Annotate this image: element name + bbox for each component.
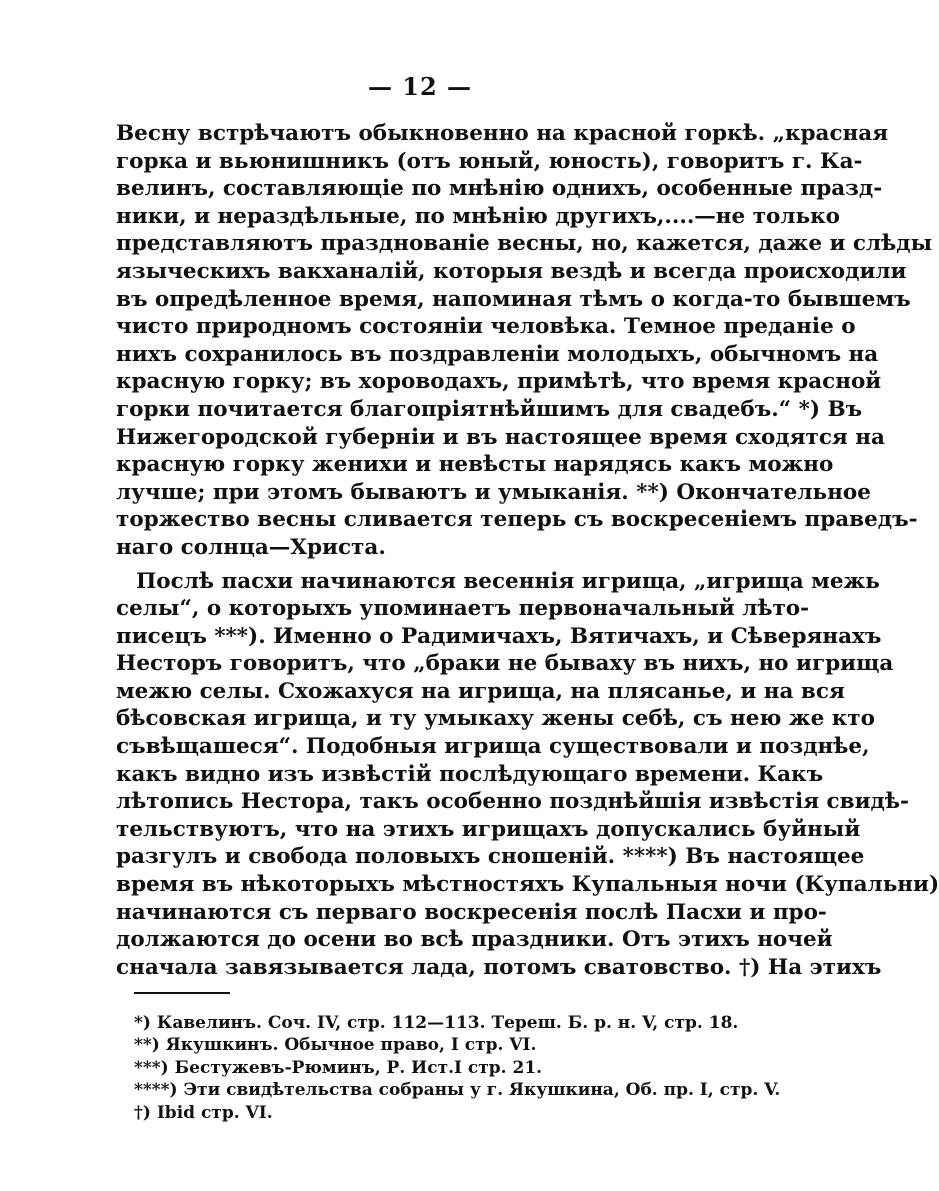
text-line: межю селы. Схожахуся на игрища, на плясанье, и на вся bbox=[116, 678, 845, 704]
text-line: красную горку женихи и невѣсты нарядясь какъ можно bbox=[116, 452, 834, 478]
text-line: тельствуютъ, что на этихъ игрищахъ допускались буйный bbox=[116, 816, 861, 842]
text-line: Нижегородской губерніи и въ настоящее время сходятся на bbox=[116, 424, 885, 450]
body-text bbox=[116, 120, 939, 981]
text-line: Весну встрѣчаютъ обыкновенно на красной горкѣ. „красная bbox=[116, 121, 889, 146]
text-line: красную горку; въ хороводахъ, примѣтѣ, что время красной bbox=[116, 369, 882, 395]
text-line: разгулъ и свобода половыхъ сношеній. ****) Въ настоящее bbox=[116, 844, 865, 870]
text-line: горка и вьюнишникъ (отъ юный, юность), говоритъ г. Ка- bbox=[116, 148, 863, 174]
text-line: Несторъ говоритъ, что „браки не бываху въ нихъ, но игрища bbox=[116, 651, 894, 677]
footnote: **) Якушкинъ. Обычное право, I стр. VI. bbox=[134, 1035, 537, 1056]
footnote: *) Кавелинъ. Соч. IV, стр. 112—113. Тереш. Б. р. н. V, стр. 18. bbox=[134, 1013, 739, 1033]
text-line: лѣтопись Нестора, такъ особенно позднѣйшія извѣстія свидѣ- bbox=[116, 789, 909, 815]
text-line: торжество весны сливается теперь съ воскресеніемъ праведъ- bbox=[116, 507, 918, 533]
text-line: писецъ ***). Именно о Радимичахъ, Вятичахъ, и Сѣверянахъ bbox=[116, 623, 882, 649]
text-line: должаются до осени во всѣ праздники. Отъ этихъ ночей bbox=[116, 927, 833, 953]
text-line: велинъ, составляющіе по мнѣнію однихъ, особенные празд- bbox=[116, 176, 883, 202]
text-line: сначала завязывается лада, потомъ сватовство. †) На этихъ bbox=[116, 954, 882, 980]
footnote-separator bbox=[134, 992, 230, 994]
footnote: †) Ibid стр. VI. bbox=[134, 1102, 273, 1123]
text-line: чисто природномъ состояніи человѣка. Темное преданіе о bbox=[116, 314, 856, 340]
text-line: время въ нѣкоторыхъ мѣстностяхъ Купальныя ночи (Купальни) bbox=[116, 872, 939, 898]
text-line: представляютъ празднованіе весны, но, кажется, даже и слѣды bbox=[116, 231, 933, 257]
text-line: съвѣщашеся“. Подобныя игрища существовали и позднѣе, bbox=[116, 734, 870, 760]
text-line: какъ видно изъ извѣстій послѣдующаго времени. Какъ bbox=[116, 761, 824, 787]
text-line: Послѣ пасхи начинаются весеннія игрища, „игрища межь bbox=[136, 568, 880, 594]
text-line: ники, и нераздѣльные, по мнѣнію другихъ,....—не только bbox=[116, 203, 840, 229]
footnotes bbox=[134, 1012, 781, 1124]
text-line: въ опредѣленное время, напоминая тѣмъ о когда-то бывшемъ bbox=[116, 286, 911, 312]
footnote: ****) Эти свидѣтельства собраны у г. Якушкина, Об. пр. I, стр. V. bbox=[134, 1080, 781, 1101]
text-line: языческихъ вакханалій, которыя вездѣ и всегда происходили bbox=[116, 258, 907, 284]
text-line: горки почитается благопріятнѣйшимъ для свадебъ.“ *) Въ bbox=[116, 396, 863, 422]
text-line: бѣсовская игрища, и ту умыкаху жены себѣ, съ нею же кто bbox=[116, 706, 875, 732]
text-line: лучше; при этомъ бываютъ и умыканія. **) Окончательное bbox=[116, 479, 871, 505]
text-line: начинаются съ перваго воскресенія послѣ Пасхи и про- bbox=[116, 899, 827, 925]
text-line: селы“, о которыхъ упоминаетъ первоначальный лѣто- bbox=[116, 596, 810, 622]
page-number: — 12 — bbox=[367, 72, 473, 101]
text-line: нихъ сохранилось въ поздравленіи молодыхъ, обычномъ на bbox=[116, 341, 879, 367]
text-line: наго солнца—Христа. bbox=[116, 534, 386, 560]
footnote: ***) Бестужевъ-Рюминъ, Р. Ист.I стр. 21. bbox=[134, 1057, 543, 1078]
